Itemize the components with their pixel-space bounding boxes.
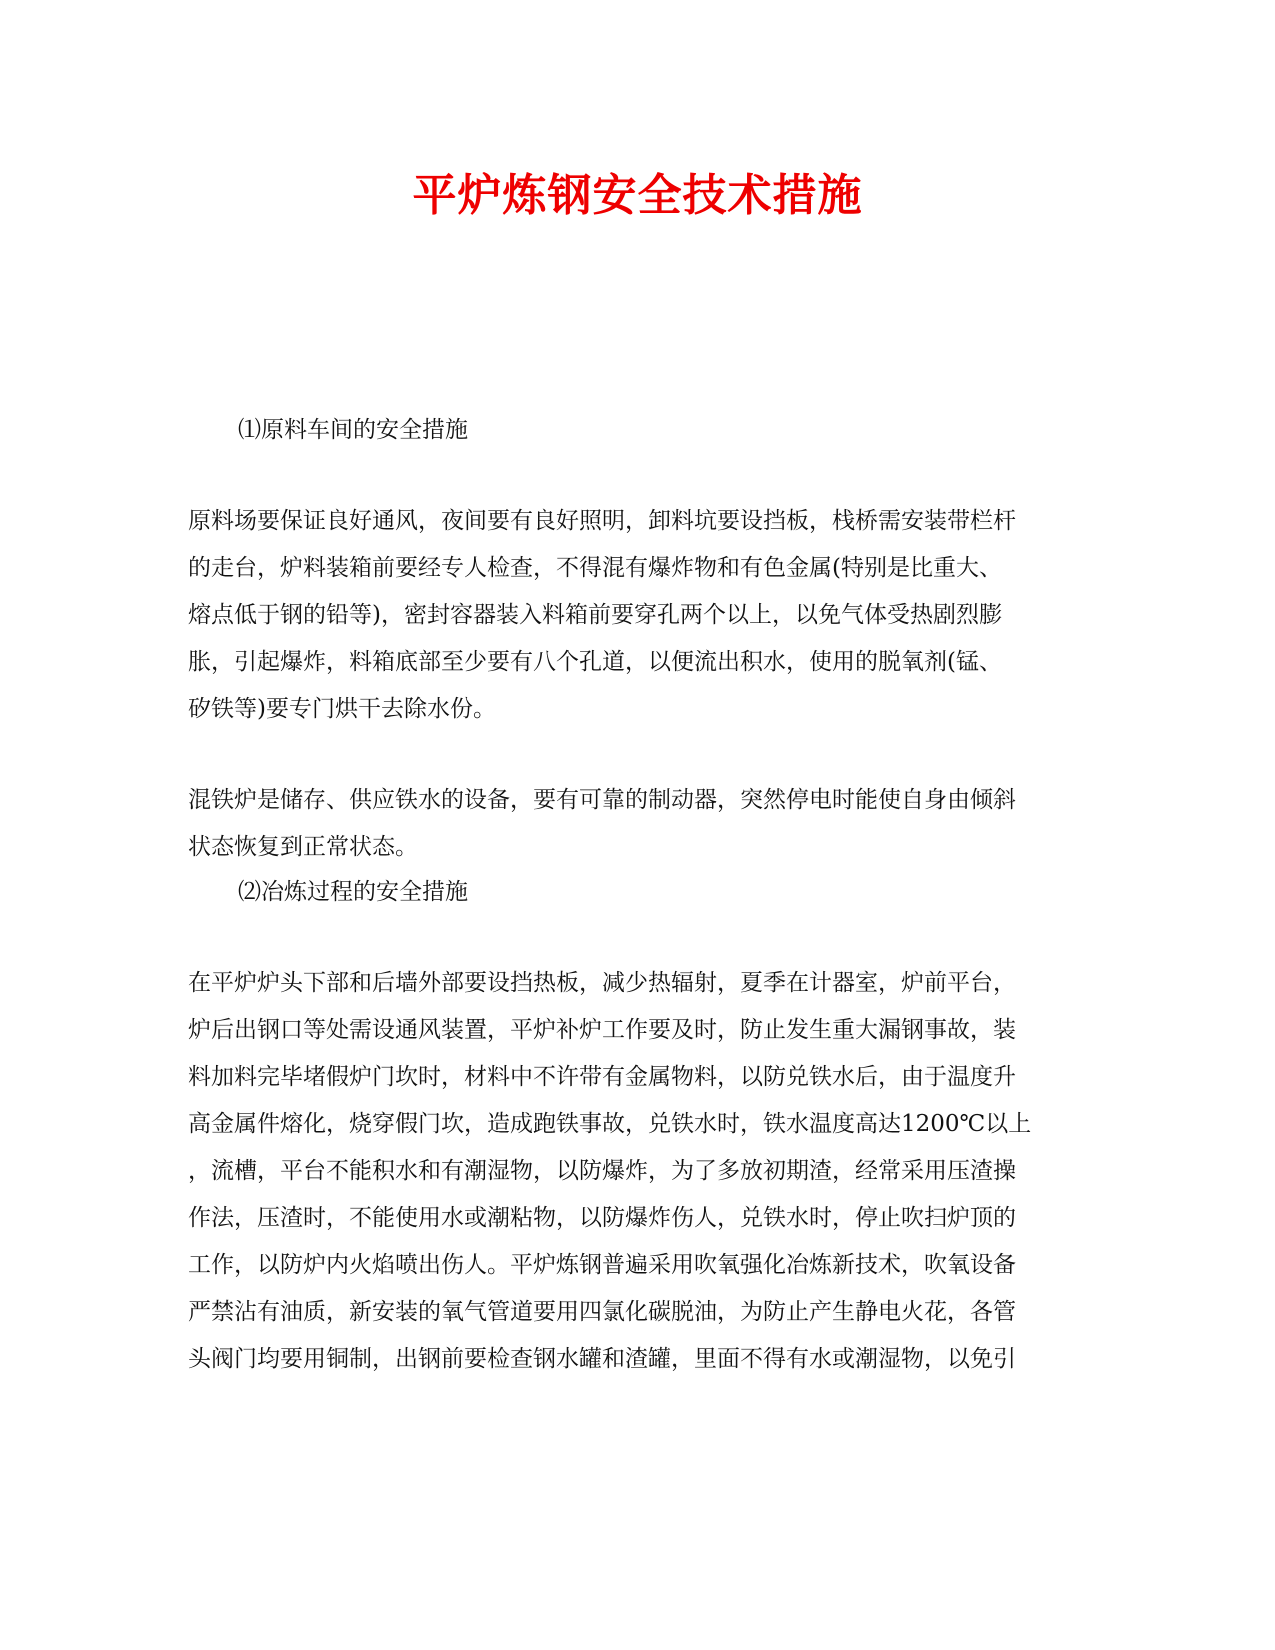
text-line: 熔点低于钢的铅等)，密封容器装入料箱前要穿孔两个以上，以免气体受热剧烈膨 [188, 602, 1002, 628]
text-line: 胀，引起爆炸，料箱底部至少要有八个孔道，以便流出积水，使用的脱氧剂(锰、 [188, 649, 1002, 675]
text-line: 工作，以防炉内火焰喷出伤人。平炉炼钢普遍采用吹氧强化冶炼新技术，吹氧设备 [188, 1252, 1016, 1278]
text-line: 矽铁等)要专门烘干去除水份。 [188, 696, 496, 722]
text-line: 在平炉炉头下部和后墙外部要设挡热板，减少热辐射，夏季在计器室，炉前平台， [188, 970, 1016, 996]
text-line: 料加料完毕堵假炉门坎时，材料中不许带有金属物料，以防兑铁水后，由于温度升 [188, 1064, 1016, 1090]
text-line: 炉后出钢口等处需设通风装置，平炉补炉工作要及时，防止发生重大漏钢事故，装 [188, 1017, 1016, 1043]
text-line: 高金属件熔化，烧穿假门坎，造成跑铁事故，兑铁水时，铁水温度高达1200℃以上 [188, 1111, 1032, 1137]
text-line: 头阀门均要用铜制，出钢前要检查钢水罐和渣罐，里面不得有水或潮湿物，以免引 [188, 1346, 1016, 1372]
text-line: 原料场要保证良好通风，夜间要有良好照明，卸料坑要设挡板，栈桥需安装带栏杆 [188, 508, 1016, 534]
text-line: 状态恢复到正常状态。 [188, 834, 418, 860]
text-line: ，流槽，平台不能积水和有潮湿物，以防爆炸，为了多放初期渣，经常采用压渣操 [188, 1158, 1016, 1184]
text-line: 严禁沾有油质，新安装的氧气管道要用四氯化碳脱油，为防止产生静电火花，各管 [188, 1299, 1016, 1325]
page-title: 平炉炼钢安全技术措施 [412, 170, 863, 221]
text-line: 作法，压渣时，不能使用水或潮粘物，以防爆炸伤人，兑铁水时，停止吹扫炉顶的 [188, 1205, 1016, 1231]
text-line: 的走台，炉料装箱前要经专人检查，不得混有爆炸物和有色金属(特别是比重大、 [188, 555, 1002, 581]
section-heading-2: ⑵冶炼过程的安全措施 [238, 879, 468, 905]
text-line: 混铁炉是储存、供应铁水的设备，要有可靠的制动器，突然停电时能使自身由倾斜 [188, 787, 1016, 813]
section-heading-1: ⑴原料车间的安全措施 [238, 417, 468, 443]
